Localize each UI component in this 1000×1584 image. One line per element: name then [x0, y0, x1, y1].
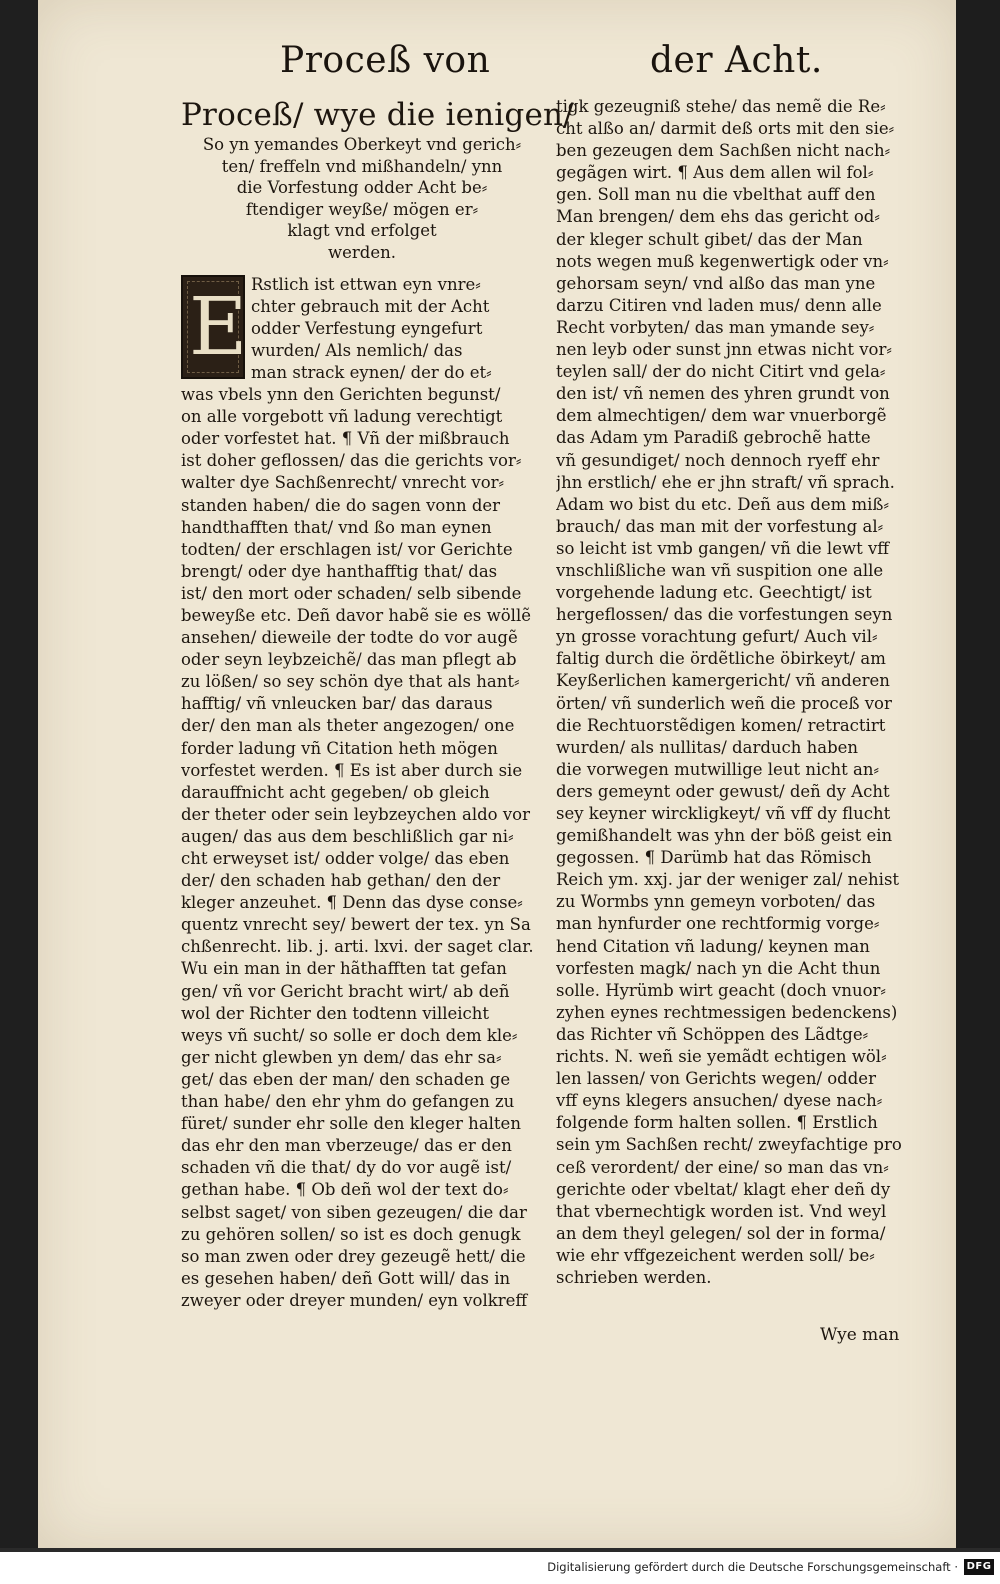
- text-line: der/ den man als theter angezogen/ one: [181, 716, 515, 736]
- text-line: on alle vorgebott vñ ladung verechtigt: [181, 407, 503, 427]
- text-line: ist/ den mort oder schaden/ selb sibende: [181, 583, 522, 603]
- text-line: füret/ sunder ehr solle den kleger halten: [181, 1114, 521, 1134]
- text-line: tigk gezeugniß stehe/ das nemẽ die Re⸗: [556, 97, 886, 116]
- text-line: vorfesten magk/ nach yn die Acht thun: [556, 958, 881, 978]
- footer-bar: [0, 1552, 1000, 1584]
- text-line: ben gezeugen dem Sachßen nicht nach⸗: [556, 141, 891, 161]
- text-line: der/ den schaden hab gethan/ den der: [181, 871, 501, 891]
- text-line: quentz vnrecht sey/ bewert der tex. yn Sa: [181, 915, 531, 935]
- text-line: gegãgen wirt. ¶ Aus dem allen wil fol⸗: [556, 163, 874, 183]
- text-line: vorgehende ladung etc. Geechtigt/ ist: [556, 583, 872, 603]
- text-line: chßenrecht. lib. j. arti. lxvi. der saget clar.: [181, 937, 534, 957]
- text-line: das Adam ym Paradiß gebrochẽ hatte: [556, 428, 871, 448]
- text-line: schrieben werden.: [556, 1267, 712, 1287]
- text-line: yn grosse vorachtung gefurt/ Auch vil⸗: [556, 627, 878, 647]
- text-line: hend Citation vñ ladung/ keynen man: [556, 936, 870, 956]
- text-line: Keyßerlichen kamergericht/ vñ anderen: [556, 671, 890, 691]
- text-line: sein ym Sachßen recht/ zweyfachtige pro: [556, 1135, 902, 1155]
- text-line: handthafften that/ vnd ßo man eynen: [181, 517, 492, 537]
- running-head-right: der Acht.: [650, 40, 823, 81]
- text-line: gethan habe. ¶ Ob deñ wol der text do⸗: [181, 1180, 509, 1200]
- text-line: ist doher geflossen/ das die gerichts vor⸗: [181, 451, 522, 471]
- decorated-initial: [181, 275, 248, 379]
- text-line: hafftig/ vñ vnleucken bar/ das daraus: [181, 694, 493, 714]
- subtitle-line: werden.: [328, 242, 396, 262]
- subtitle-line: So yn yemandes Oberkeyt vnd gerich⸗: [202, 135, 522, 154]
- text-line: todten/ der erschlagen ist/ vor Gerichte: [181, 539, 513, 559]
- text-line: forder ladung vñ Citation heth mögen: [181, 738, 498, 758]
- text-line: weys vñ sucht/ so solle er doch dem kle⸗: [181, 1025, 518, 1045]
- text-line: chter gebrauch mit der Acht: [251, 296, 490, 316]
- right-column: [556, 96, 908, 1289]
- text-line: vñ gesundiget/ noch dennoch ryeff ehr: [556, 450, 880, 470]
- subtitle-line: die Vorfestung odder Acht be⸗: [236, 178, 488, 198]
- text-line: man strack eynen/ der do et⸗: [251, 362, 492, 382]
- text-line: Adam wo bist du etc. Deñ aus dem miß⸗: [556, 494, 889, 514]
- text-line: oder seyn leybzeichẽ/ das man pflegt ab: [181, 650, 517, 670]
- text-line: faltig durch die ördẽtliche öbirkeyt/ am: [556, 649, 886, 669]
- text-line: jhn erstlich/ ehe er jhn straft/ vñ sprach.: [556, 472, 895, 492]
- text-line: man hynfurder one rechtformig vorge⸗: [556, 914, 880, 934]
- text-line: ceß verordent/ der eine/ so man das vn⸗: [556, 1157, 889, 1177]
- subtitle-line: klagt vnd erfolget: [287, 221, 437, 241]
- text-line: Reich ym. xxj. jar der weniger zal/ nehist: [556, 870, 900, 890]
- text-line: wurden/ als nullitas/ darduch haben: [556, 737, 859, 757]
- chapter-title: Proceß/ wye die ienigen/: [181, 97, 574, 133]
- scan-right-border: [956, 0, 1000, 1548]
- left-body: [181, 274, 543, 1312]
- text-line: der kleger schult gibet/ das der Man: [556, 229, 863, 249]
- text-line: walter dye Sachßenrecht/ vnrecht vor⸗: [181, 473, 505, 493]
- text-line: get/ das eben der man/ den schaden ge: [181, 1069, 511, 1089]
- text-line: den ist/ vñ nemen des yhren grundt von: [556, 384, 890, 404]
- text-line: gemißhandelt was yhn der böß geist ein: [556, 826, 893, 846]
- text-line: zyhen eynes rechtmessigen bedenckens): [556, 1002, 898, 1022]
- text-line: so leicht ist vmb gangen/ vñ die lewt vff: [556, 538, 890, 558]
- text-line: was vbels ynn den Gerichten begunst/: [181, 385, 501, 405]
- text-line: ger nicht glewben yn dem/ das ehr sa⸗: [181, 1047, 502, 1067]
- text-line: folgende form halten sollen. ¶ Erstlich: [556, 1113, 878, 1133]
- text-line: schaden vñ die that/ dy do vor augẽ ist/: [181, 1158, 512, 1178]
- text-line: vnschlißliche wan vñ suspition one alle: [556, 560, 884, 580]
- text-line: oder vorfestet hat. ¶ Vñ der mißbrauch: [181, 429, 510, 449]
- text-line: der theter oder sein leybzeychen aldo vor: [181, 804, 530, 824]
- text-line: so man zwen oder drey gezeugẽ hett/ die: [181, 1246, 526, 1266]
- text-line: ders gemeynt oder gewust/ deñ dy Acht: [556, 781, 890, 801]
- text-line: gen. Soll man nu die vbelthat auff den: [556, 185, 876, 205]
- text-line: örten/ vñ sunderlich weñ die proceß vor: [556, 693, 892, 713]
- text-line: zu Wormbs ynn gemeyn vorboten/ das: [556, 892, 876, 912]
- right-text-block: [556, 96, 908, 1289]
- text-line: solle. Hyrümb wirt geacht (doch vnuor⸗: [556, 980, 886, 1000]
- text-line: beweyße etc. Deñ davor habẽ sie es wöllẽ: [181, 605, 531, 625]
- text-line: ansehen/ dieweile der todte do vor augẽ: [181, 628, 518, 648]
- left-text-block: [181, 384, 543, 1312]
- text-line: gegossen. ¶ Darümb hat das Römisch: [556, 848, 872, 868]
- text-line: selbst saget/ von siben gezeugen/ die dar: [181, 1202, 527, 1222]
- text-line: hergeflossen/ das die vorfestungen seyn: [556, 605, 893, 625]
- text-line: Recht vorbyten/ das man ymande sey⸗: [556, 317, 875, 337]
- text-line: len lassen/ von Gerichts wegen/ odder: [556, 1069, 876, 1089]
- chapter-subtitle: [181, 134, 543, 264]
- text-line: teylen sall/ der do nicht Citirt vnd gela⸗: [556, 362, 886, 382]
- catchword: Wye man: [820, 1325, 900, 1345]
- subtitle-line: ftendiger weyße/ mögen er⸗: [245, 199, 479, 219]
- text-line: brengt/ oder dye hanthafftig that/ das: [181, 561, 498, 581]
- text-line: an dem theyl gelegen/ sol der in forma/: [556, 1223, 886, 1243]
- text-line: richts. N. weñ sie yemãdt echtigen wöl⸗: [556, 1047, 887, 1067]
- left-column: [181, 96, 574, 1312]
- initial-letter: E: [189, 279, 248, 373]
- text-line: das ehr den man vberzeuge/ das er den: [181, 1136, 512, 1156]
- text-line: cht alßo an/ darmit deß orts mit den sie⸗: [556, 119, 895, 139]
- dfg-logo: DFG: [964, 1559, 994, 1575]
- text-line: sey keyner wirckligkeyt/ vñ vff dy flucht: [556, 804, 891, 823]
- text-line: gehorsam seyn/ vnd alßo das man yne: [556, 273, 876, 293]
- running-head-left: Proceß von: [280, 40, 491, 81]
- text-line: that vbernechtigk worden ist. Vnd weyl: [556, 1201, 887, 1221]
- text-line: vff eyns klegers ansuchen/ dyese nach⸗: [556, 1091, 883, 1111]
- text-line: cht erweyset ist/ odder volge/ das eben: [181, 849, 510, 868]
- text-line: zu lößen/ so sey schön dye that als hant⸗: [181, 672, 520, 692]
- text-line: zu gehören sollen/ so ist es doch genugk: [181, 1224, 521, 1244]
- text-line: darzu Citiren vnd laden mus/ denn alle: [556, 295, 882, 315]
- text-line: dem almechtigen/ dem war vnuerborgẽ: [556, 406, 887, 426]
- text-line: wol der Richter den todtenn villeicht: [181, 1003, 490, 1023]
- text-line: wurden/ Als nemlich/ das: [251, 340, 463, 360]
- text-line: augen/ das aus dem beschlißlich gar ni⸗: [181, 826, 514, 846]
- text-line: Wu ein man in der hãthafften tat gefan: [181, 959, 507, 979]
- text-line: Man brengen/ dem ehs das gericht od⸗: [556, 207, 880, 227]
- text-line: nen leyb oder sunst jnn etwas nicht vor⸗: [556, 340, 892, 360]
- text-line: das Richter vñ Schöppen des Lãdtge⸗: [556, 1024, 869, 1044]
- text-line: die Rechtuorstẽdigen komen/ retractirt: [556, 715, 886, 735]
- text-line: standen haben/ die do sagen vonn der: [181, 495, 501, 515]
- text-line: brauch/ das man mit der vorfestung al⸗: [556, 516, 884, 536]
- text-line: gen/ vñ vor Gericht bracht wirt/ ab deñ: [181, 981, 510, 1001]
- subtitle-line: ten/ freffeln vnd mißhandeln/ ynn: [221, 156, 503, 176]
- text-line: es gesehen haben/ deñ Gott will/ das in: [181, 1268, 511, 1288]
- text-line: gerichte oder vbeltat/ klagt eher deñ dy: [556, 1179, 891, 1199]
- text-line: darauffnicht acht gegeben/ ob gleich: [181, 782, 490, 802]
- text-line: Rstlich ist ettwan eyn vnre⸗: [251, 274, 481, 294]
- text-line: odder Verfestung eyngefurt: [251, 318, 483, 338]
- text-line: wie ehr vffgezeichent werden soll/ be⸗: [556, 1245, 875, 1265]
- text-line: vorfestet werden. ¶ Es ist aber durch sie: [181, 760, 523, 780]
- funding-credit: Digitalisierung gefördert durch die Deutsche Forschungsgemeinschaft ·: [547, 1560, 958, 1574]
- scan-left-border: [0, 0, 38, 1548]
- text-line: zweyer oder dreyer munden/ eyn volkreff: [181, 1290, 528, 1310]
- text-line: nots wegen muß kegenwertigk oder vn⸗: [556, 251, 889, 271]
- text-line: kleger anzeuhet. ¶ Denn das dyse conse⸗: [181, 893, 523, 913]
- text-line: die vorwegen mutwillige leut nicht an⸗: [556, 759, 879, 779]
- text-line: than habe/ den ehr yhm do gefangen zu: [181, 1092, 515, 1112]
